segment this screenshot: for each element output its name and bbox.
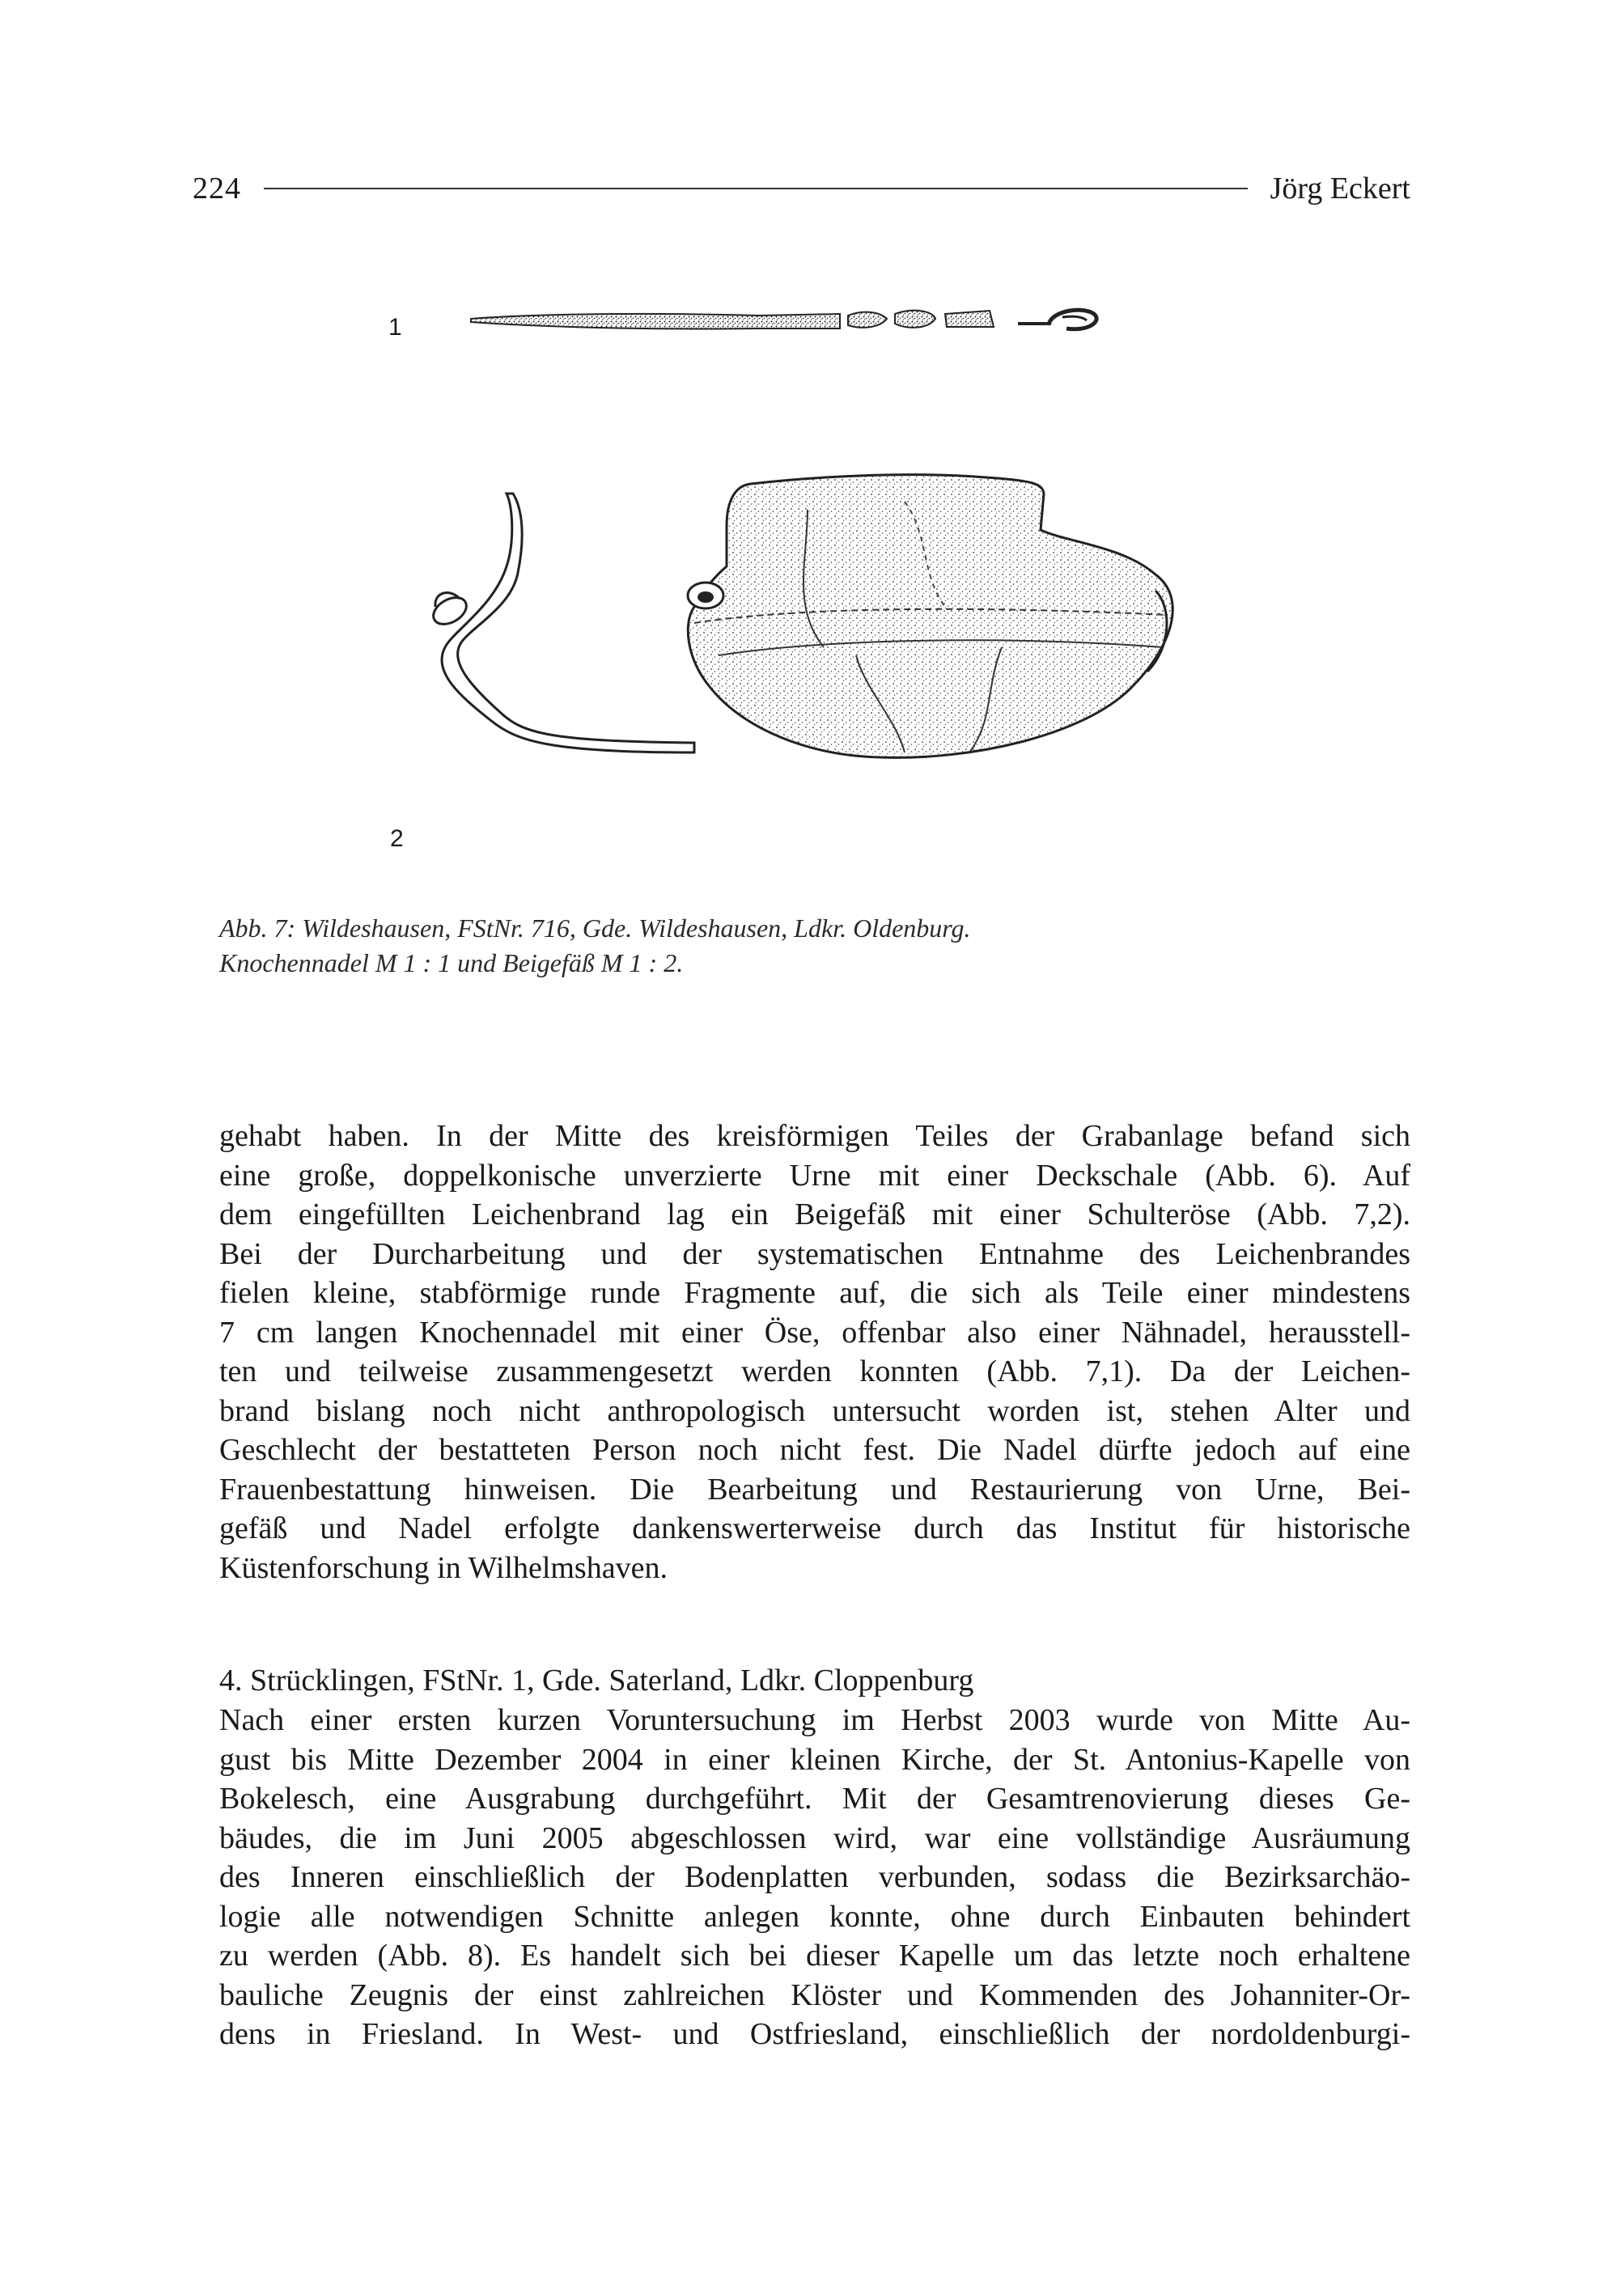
text-line: logie alle notwendigen Schnitte anlegen konnte, ohne durch Einbauten behindert bbox=[219, 1899, 1410, 1934]
text-line: fielen kleine, stabförmige runde Fragmente auf, die sich als Teile einer mindestens bbox=[219, 1276, 1410, 1310]
text-line: Bei der Durcharbeitung und der systematischen Entnahme des Leichenbrandes bbox=[219, 1236, 1410, 1271]
text-line: bauliche Zeugnis der einst zahlreichen Klöster und Kommenden des Johanniter-Or- bbox=[219, 1977, 1410, 2012]
text-line: gefäß und Nadel erfolgte dankenswerterweise durch das Institut für historische bbox=[219, 1511, 1410, 1545]
text-line: 7 cm langen Knochennadel mit einer Öse, offenbar also einer Nähnadel, herausstell- bbox=[219, 1315, 1410, 1350]
body-paragraph bbox=[219, 1117, 1410, 1587]
text-line: Bokelesch, eine Ausgrabung durchgeführt. Mit der Gesamtrenovierung dieses Ge- bbox=[219, 1782, 1410, 1816]
figure-label-2: 2 bbox=[390, 825, 404, 852]
body-paragraph bbox=[219, 1701, 1410, 2054]
text-line: Frauenbestattung hinweisen. Die Bearbeitung und Restaurierung von Urne, Bei- bbox=[219, 1472, 1410, 1507]
caption-line: Knochennadel M 1 : 1 und Beigefäß M 1 : 2. bbox=[219, 948, 684, 977]
needle-2-drawing bbox=[429, 494, 694, 752]
text-line: gehabt haben. In der Mitte des kreisförmigen Teiles der Grabanlage befand sich bbox=[219, 1119, 1410, 1153]
text-line: bäudes, die im Juni 2005 abgeschlossen wird, war eine vollständige Ausräumung bbox=[219, 1820, 1410, 1855]
text-line: ten und teilweise zusammengesetzt werden konnten (Abb. 7,1). Da der Leichen- bbox=[219, 1354, 1410, 1388]
figure-caption bbox=[219, 911, 1190, 981]
text-line: zu werden (Abb. 8). Es handelt sich bei dieser Kapelle um das letzte noch erhaltene bbox=[219, 1939, 1410, 1973]
text-line: Geschlecht der bestatteten Person noch nicht fest. Die Nadel dürfte jedoch auf eine bbox=[219, 1433, 1410, 1467]
text-line: Küstenforschung in Wilhelmshaven. bbox=[219, 1550, 668, 1585]
text-line: dem eingefüllten Leichenbrand lag ein Beigefäß mit einer Schulteröse (Abb. 7,2). bbox=[219, 1197, 1410, 1231]
header-rule bbox=[264, 188, 1248, 189]
text-line: gust bis Mitte Dezember 2004 in einer kleinen Kirche, der St. Antonius-Kapelle von bbox=[219, 1742, 1410, 1777]
text-line: brand bislang noch nicht anthropologisch untersucht worden ist, stehen Alter und bbox=[219, 1393, 1410, 1428]
running-head: Jörg Eckert bbox=[1270, 172, 1410, 206]
text-line: des Inneren einschließlich der Bodenplatten verbunden, sodass die Bezirksarchäo- bbox=[219, 1860, 1410, 1894]
page-number: 224 bbox=[193, 172, 241, 206]
figure-drawing bbox=[193, 267, 1410, 890]
section-heading: 4. Strücklingen, FStNr. 1, Gde. Saterland, Ldkr. Cloppenburg bbox=[219, 1664, 974, 1697]
text-line: dens in Friesland. In West- und Ostfriesland, einschließlich der nordoldenburgi- bbox=[219, 2017, 1410, 2051]
figure-abb-7 bbox=[193, 267, 1410, 890]
text-line: Nach einer ersten kurzen Voruntersuchung im Herbst 2003 wurde von Mitte Au- bbox=[219, 1703, 1410, 1737]
figure-label-1: 1 bbox=[388, 314, 402, 341]
vessel-drawing bbox=[688, 475, 1172, 758]
caption-line: Abb. 7: Wildeshausen, FStNr. 716, Gde. Wildeshausen, Ldkr. Oldenburg. bbox=[219, 913, 971, 943]
bone-needle-drawing bbox=[471, 310, 1096, 329]
text-line: eine große, doppelkonische unverzierte Urne mit einer Deckschale (Abb. 6). Auf bbox=[219, 1158, 1410, 1193]
page-header bbox=[193, 168, 1410, 209]
